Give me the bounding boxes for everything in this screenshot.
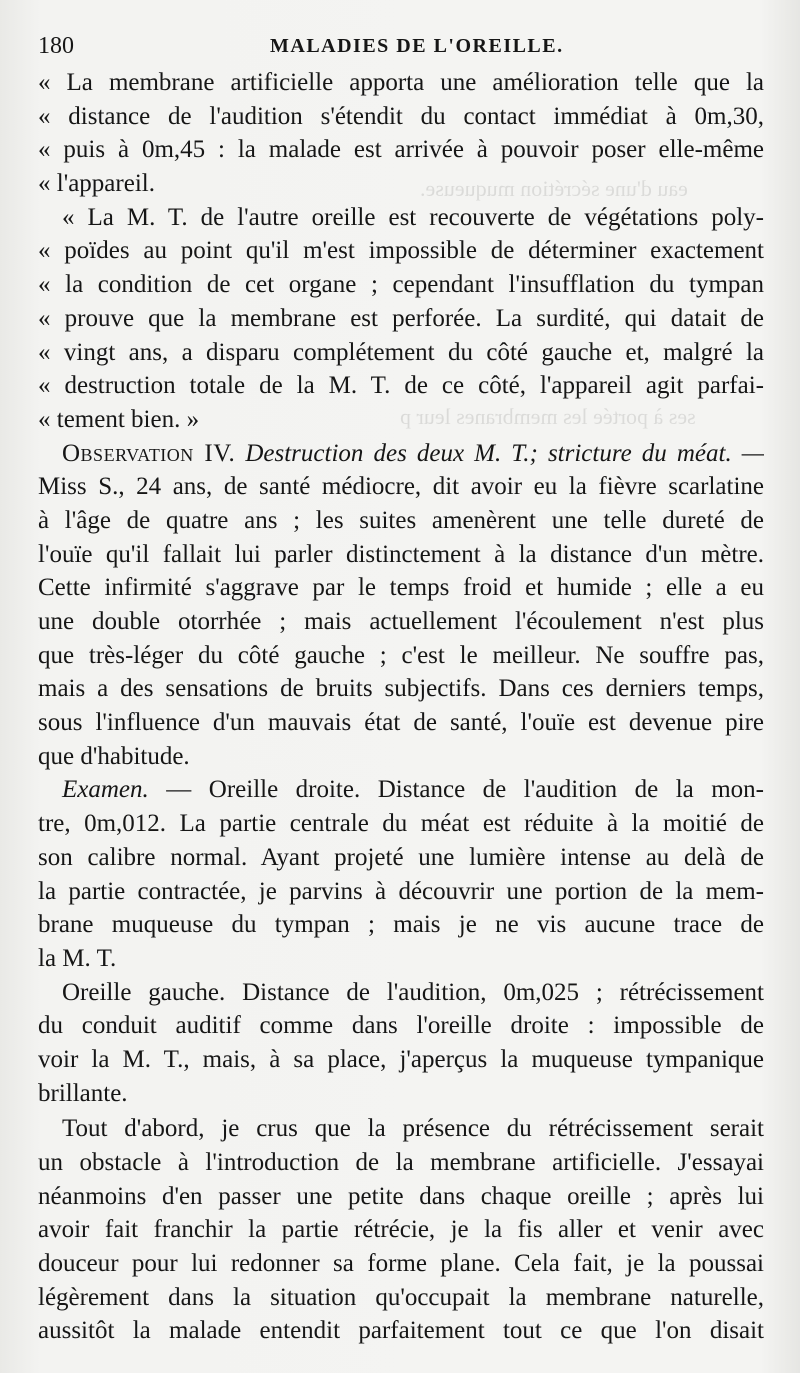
text-line: tre, 0m,012. La partie centrale du méat est réduite à la moitié de [38, 810, 764, 838]
text-line: « poïdes au point qu'il m'est impossible de déterminer exactement [38, 237, 764, 265]
examen-line [38, 773, 764, 807]
text-line: l'ouïe qu'il fallait lui parler distinctement à la distance d'un mètre. [38, 540, 764, 568]
text-line: « vingt ans, a disparu complétement du côté gauche et, malgré la [38, 338, 764, 366]
text-line: que d'habitude. [38, 742, 190, 770]
page-header [38, 30, 762, 62]
text-line: néanmoins d'en passer une petite dans chaque oreille ; après lui [38, 1182, 764, 1210]
examen-label: Examen. [62, 776, 149, 804]
text-line: une double otorrhée ; mais actuellement l'écoulement n'est plus [38, 608, 764, 635]
examen-text: — Oreille droite. Distance de l'audition de la mon- [166, 776, 764, 804]
text-line: légèrement dans la situation qu'occupait la membrane naturelle, [38, 1283, 764, 1311]
text-line: « la condition de cet organe ; cependant l'insufflation du tympan [38, 271, 764, 299]
text-line: à l'âge de quatre ans ; les suites amenèrent une telle dureté de [38, 506, 764, 534]
text-line: brillante. [38, 1079, 128, 1107]
text-line: Tout d'abord, je crus que la présence du rétrécissement serait [62, 1115, 764, 1143]
text-line: son calibre normal. Ayant projeté une lumière intense au delà de [38, 843, 764, 871]
text-line: douceur pour lui redonner sa forme plane. Cela fait, je la poussai [38, 1250, 764, 1278]
page-number: 180 [38, 33, 74, 59]
observation-heading-line [38, 437, 764, 471]
text-line: « distance de l'audition s'étendit du contact immédiat à 0m,30, [38, 102, 764, 130]
text-line: « puis à 0m,45 : la malade est arrivée à pouvoir poser elle-même [38, 136, 764, 164]
text-line: avoir fait franchir la partie rétrécie, je la fis aller et venir avec [38, 1216, 764, 1244]
show-through-text: eau d'une sécrétion muqueuse. [420, 176, 688, 201]
text-line: « prouve que la membrane est perforée. La surdité, qui datait de [38, 304, 764, 332]
text-line: mais a des sensations de bruits subjectifs. Dans ces derniers temps, [38, 675, 764, 703]
text-line: Oreille gauche. Distance de l'audition, 0m,025 ; rétrécissement [62, 978, 764, 1006]
text-line: la M. T. [38, 944, 117, 972]
running-head: MALADIES DE L'OREILLE. [270, 35, 564, 57]
text-line: la partie contractée, je parvins à découvrir une portion de la mem- [38, 877, 764, 905]
text-line: « La M. T. de l'autre oreille est recouverte de végétations poly- [62, 203, 764, 231]
text-line: voir la M. T., mais, à sa place, j'aperçus la muqueuse tympanique [38, 1045, 764, 1073]
text-line: aussitôt la malade entendit parfaitement tout ce que l'on disait [38, 1317, 764, 1345]
text-line: du conduit auditif comme dans l'oreille droite : impossible de [38, 1012, 764, 1040]
body-text [38, 66, 764, 1348]
observation-title: Destruction des deux M. T.; stricture du méat. — [245, 439, 764, 467]
show-through-text: ses à portée les membranes leur p [400, 404, 696, 429]
text-line: Cette infirmité s'aggrave par le temps froid et humide ; elle a eu [38, 574, 764, 602]
text-line: que très-léger du côté gauche ; c'est le meilleur. Ne souffre pas, [38, 641, 764, 669]
text-line: sous l'influence d'un mauvais état de santé, l'ouïe est devenue pire [38, 709, 764, 737]
text-line: un obstacle à l'introduction de la membrane artificielle. J'essayai [38, 1149, 764, 1176]
text-line: « l'appareil. [38, 170, 155, 198]
text-line: « La membrane artificielle apporta une amélioration telle que la [38, 69, 764, 96]
observation-label: Observation IV. [62, 439, 236, 467]
text-line: « tement bien. » [38, 405, 200, 433]
text-line: Miss S., 24 ans, de santé médiocre, dit avoir eu la fièvre scarlatine [38, 473, 764, 501]
text-line: brane muqueuse du tympan ; mais je ne vis aucune trace de [38, 911, 764, 939]
text-line: « destruction totale de la M. T. de ce côté, l'appareil agit parfai- [38, 372, 764, 400]
